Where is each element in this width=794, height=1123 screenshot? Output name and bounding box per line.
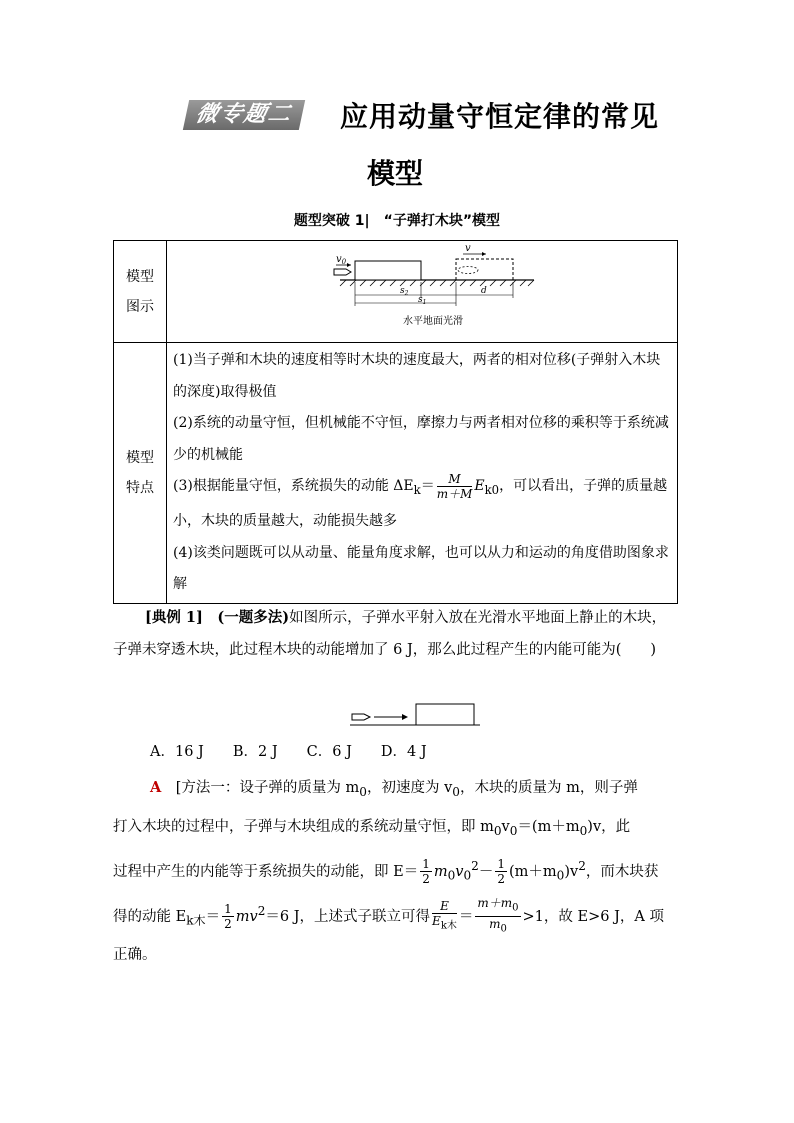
feature-1: (1)当子弹和木块的速度相等时木块的速度最大，两者的相对位移(子弹射入木块的深度)取得极值: [173, 352, 661, 400]
bullet-shape: [334, 269, 351, 275]
page-title-line1: 应用动量守恒定律的常见: [340, 100, 660, 133]
example-diagram: [350, 700, 480, 730]
topic-badge: 微专题二: [183, 100, 305, 130]
feature-4: (4)该类问题既可以从动量、能量角度求解，也可以从力和运动的角度借助图象求解: [173, 544, 669, 593]
features-cell: [167, 343, 678, 604]
s1-label: $s_1$: [418, 295, 427, 306]
embedded-bullet: [458, 267, 478, 274]
diagram-cell: [167, 241, 678, 343]
d-label: d: [481, 286, 487, 296]
s2-label: $s_2$: [400, 286, 409, 297]
example-block: [416, 704, 474, 725]
diagram-caption: 水平地面光滑: [403, 316, 463, 327]
answer-options: A．16 J B．2 J C．6 J D．4 J: [150, 744, 427, 760]
v-label: v: [465, 243, 471, 254]
example-question: [典例 1] (一题多法)如图所示，子弹水平射入放在光滑水平地面上静止的木块，子弹未穿透木块，此过程木块的动能增加了 6 J，那么此过程产生的内能可能为( ): [113, 609, 667, 658]
solution: A [方法一：设子弹的质量为 $m_0$，初速度为 $v_0$，木块的质量为 m，则子弹 打入木块的过程中，子弹与木块组成的系统动量守恒，即 $m_0v_0=(m+m_0)v$，此 过程中产生的内能等于系统损失的动能，即 E＝ $\frac{1}{2}$ $m_0v_0^2-$ $\frac{1}{2}$ $(m+m_0)v^2$，而木块获 得的动能 $E_{k木}=$ $\frac{1}{2}$ $mv^2=6$ J，上述式子联立可得 $\frac{E}{E_{k木}}$ ＝ $\frac{m+m_0}{m_0}$ >1，故 E>6 J，A 项 正确。: [113, 779, 664, 964]
block-final: [456, 259, 513, 280]
feature-3: (3)根据能量守恒，系统损失的动能 $\Delta E_k=$ $\frac{M}{m+M}$ $E_{k0}$，可以看出，子弹的质量越小，木块的质量越大，动能损失越多: [173, 471, 668, 530]
section-heading: 题型突破 1| “子弹打木块”模型: [293, 213, 501, 229]
feature-2: (2)系统的动量守恒，但机械能不守恒，摩擦力与两者相对位移的乘积等于系统减少的机械能: [173, 415, 669, 463]
bullet-block-diagram: [168, 242, 676, 337]
ground-hatch: [340, 280, 534, 286]
features-label: 模型 特点: [114, 343, 167, 604]
block-initial: [355, 261, 421, 280]
example-bullet: [352, 714, 370, 720]
answer-key: A: [150, 779, 162, 796]
diagram-label: 模型 图示: [114, 241, 167, 343]
v0-label: $v_0$: [336, 254, 347, 266]
page-title-line2: 模型: [367, 157, 424, 190]
model-table: [113, 240, 678, 604]
